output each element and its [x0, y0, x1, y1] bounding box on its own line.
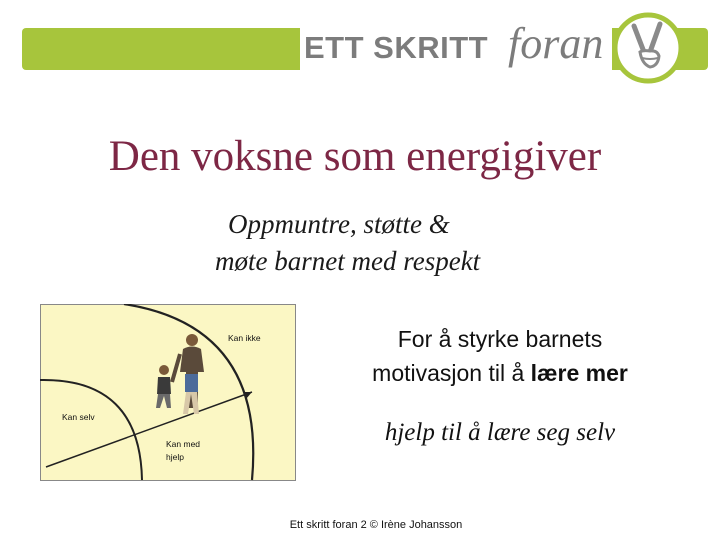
subtitle-line-1: Oppmuntre, støtte & — [228, 209, 450, 239]
slide-title: Den voksne som energigiver — [108, 133, 602, 180]
label-with-help-2: hjelp — [166, 452, 184, 462]
development-illustration — [40, 304, 296, 481]
self-help-text: hjelp til å lære seg selv — [384, 419, 616, 446]
motivation-line-1: For å styrke barnets — [397, 326, 603, 352]
footer-copyright: Ett skritt foran 2 © Irène Johansson — [289, 519, 463, 531]
motivation-line-2 — [320, 356, 680, 390]
subtitle-line-2: møte barnet med respekt — [215, 246, 481, 276]
brand-name-italic: foran — [508, 19, 604, 68]
motivation-line-2-bold: lære mer — [530, 360, 628, 386]
motivation-line-2-prefix: motivasjon til å — [372, 360, 531, 386]
label-with-help-1: Kan med — [166, 439, 201, 449]
brand-name-bold: ETT SKRITT — [304, 30, 489, 65]
label-cannot: Kan ikke — [228, 333, 261, 343]
hand-victory-icon — [612, 12, 684, 84]
label-self: Kan selv — [62, 412, 95, 422]
motivation-text — [320, 322, 680, 390]
